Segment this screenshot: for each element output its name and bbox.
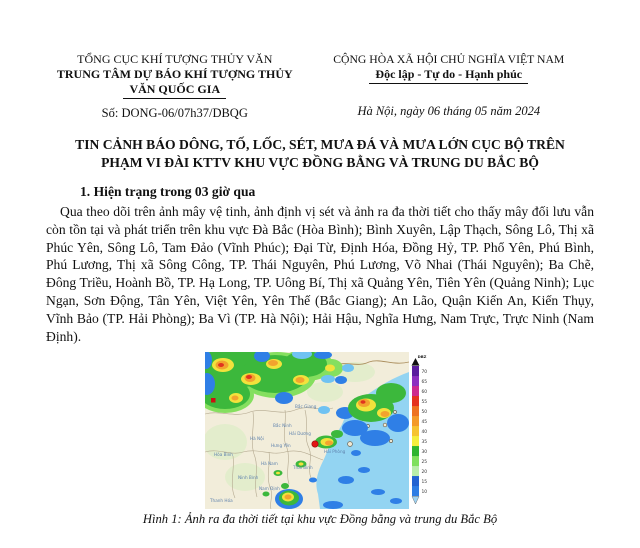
bulletin-title-line1: TIN CẢNH BÁO DÔNG, TỐ, LỐC, SÉT, MƯA ĐÁ VÀ MƯA LỚN CỤC BỘ TRÊN	[75, 137, 565, 152]
national-motto-block	[304, 52, 594, 121]
issuing-agency-block	[46, 52, 304, 121]
colorbar-tick-label: 40	[421, 430, 427, 436]
national-motto: Độc lập - Tự do - Hạnh phúc	[304, 67, 594, 84]
colorbar-segment	[412, 376, 419, 386]
colorbar-tick-label: 60	[421, 390, 427, 396]
map-province-label: Ninh Bình	[237, 475, 258, 481]
document-number: Số: DONG-06/07h37/DBQG	[101, 106, 248, 120]
map-province-label: Thanh Hóa	[209, 498, 233, 504]
bulletin-title-line2: PHẠM VI ĐÀI KTTV KHU VỰC ĐỒNG BẰNG VÀ TRUNG DU BẮC BỘ	[101, 155, 539, 170]
section1-heading: 1. Hiện trạng trong 03 giờ qua	[80, 184, 256, 199]
agency-name-line1: TRUNG TÂM DỰ BÁO KHÍ TƯỢNG THỦY	[56, 67, 293, 81]
colorbar-segment	[412, 406, 419, 416]
place-and-date: Hà Nội, ngày 06 tháng 05 năm 2024	[357, 104, 541, 118]
agency-name-line2: VĂN QUỐC GIA	[46, 82, 304, 99]
colorbar-segment	[412, 416, 419, 426]
map-province-label: Hà Nam	[260, 461, 278, 467]
colorbar-tick-label: 20	[421, 470, 427, 476]
colorbar-segment	[412, 486, 419, 496]
colorbar-segment	[412, 396, 419, 406]
event-location-dot	[311, 441, 317, 447]
country-name: CỘNG HÒA XÃ HỘI CHỦ NGHĨA VIỆT NAM	[333, 53, 565, 66]
map-province-label: Bắc Ninh	[272, 423, 292, 429]
colorbar-segment	[412, 426, 419, 436]
figure-caption: Hình 1: Ảnh ra đa thời tiết tại khu vực Đồng bằng và trung du Bắc Bộ	[142, 512, 498, 527]
colorbar-segment	[412, 466, 419, 476]
figure-container	[46, 352, 594, 509]
map-province-label: Hưng Yên	[270, 443, 291, 449]
map-province-label: Hải Phòng	[323, 449, 345, 455]
colorbar-segment	[412, 436, 419, 446]
colorbar-tick-label: 35	[421, 440, 427, 446]
colorbar-tick-label: 45	[421, 420, 427, 426]
colorbar-segment	[412, 476, 419, 486]
map-province-label: Thái Bình	[292, 465, 313, 471]
map-province-label: Hà Nội	[249, 436, 264, 442]
map-province-label: Nam Định	[258, 486, 280, 492]
colorbar-tick-label: 55	[421, 400, 427, 406]
colorbar-tick-label: 25	[421, 460, 427, 466]
colorbar-segment	[412, 386, 419, 396]
map-province-label: Hòa Bình	[213, 452, 233, 458]
colorbar-unit-label: DBZ	[417, 354, 426, 360]
map-province-label: Bắc Giang	[294, 404, 316, 410]
colorbar-tick-label: 65	[421, 380, 427, 386]
colorbar-tick-label: 10	[421, 490, 427, 496]
agency-parent-name: TỔNG CỤC KHÍ TƯỢNG THỦY VĂN	[77, 52, 273, 66]
colorbar-tick-label: 30	[421, 450, 427, 456]
radar-map-figure	[205, 352, 436, 509]
colorbar-tick-label: 70	[421, 370, 427, 376]
colorbar-tick-label: 50	[421, 410, 427, 416]
colorbar-tick-label: 15	[421, 480, 427, 486]
colorbar-segment	[412, 366, 419, 376]
section1-body-paragraph: Qua theo dõi trên ảnh mây vệ tinh, ảnh định vị sét và ảnh ra đa thời tiết cho thấy mây đối lưu vẫn còn tồn tại và phát triển trên khu vực Đà Bắc (Hòa Bình); Bình Xuyên, Lập Thạch, Sông Lô, Thị xã Phúc Yên, Sông Lô, Tam Đảo (Vĩnh Phúc); Đại Từ, Định Hóa, Đồng Hỷ, TP. Phổ Yên, Phú Bình, Phú Lương, Thị xã Sông Công, TP. Thái Nguyên, Phú Lương, Võ Nhai (Thái Nguyên); Ba Chẽ, Đông Triều, Hoành Bồ, TP. Hạ Long, TP. Uông Bí, Thị xã Quảng Yên, Tiên Yên (Quảng Ninh); Lục Ngạn, Sơn Động, Tân Yên, Việt Yên, Yên Thế (Bắc Giang); An Lão, Quận Kiến An, Kiến Thụy, Vĩnh Bảo (TP. Hải Phòng); Ba Vì (TP. Hà Nội); Hải Hậu, Nghĩa Hưng, Nam Trực, Trực Ninh (Nam Định).	[46, 204, 594, 344]
document-header	[46, 52, 594, 121]
colorbar-segment	[412, 446, 419, 456]
map-province-label: Hải Dương	[288, 431, 311, 437]
colorbar-segment	[412, 456, 419, 466]
bulletin-title	[46, 136, 594, 172]
